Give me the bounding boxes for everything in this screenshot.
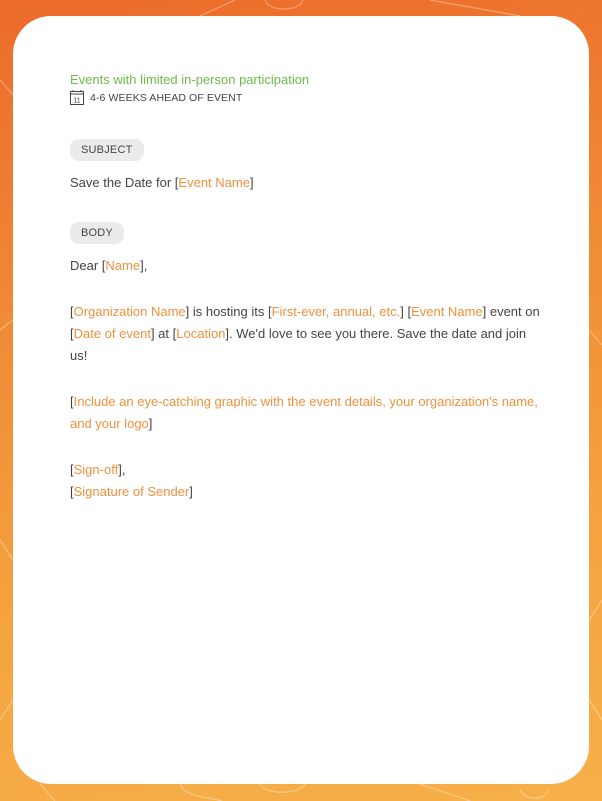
placeholder-name: Name xyxy=(105,258,141,273)
text-fragment: Dear [ xyxy=(70,258,106,273)
placeholder-location: Location xyxy=(176,326,226,341)
text-fragment: ], xyxy=(118,462,126,477)
subject-line xyxy=(70,172,540,194)
email-template-card xyxy=(13,16,589,784)
text-fragment: ] xyxy=(249,175,254,190)
text-fragment: [ xyxy=(70,304,74,319)
timing-row xyxy=(70,90,540,105)
placeholder-sign-off: Sign-off xyxy=(73,462,119,477)
text-fragment: [ xyxy=(70,462,74,477)
body-paragraph-2 xyxy=(70,391,540,435)
calendar-day: 11 xyxy=(73,97,81,105)
template-content xyxy=(70,72,540,503)
text-fragment: [ xyxy=(70,484,74,499)
text-fragment: Save the Date for [ xyxy=(70,175,179,190)
subject-label: SUBJECT xyxy=(70,139,144,161)
text-fragment: ]. We'd love to see you there. Save the date and join us! xyxy=(70,326,527,363)
placeholder-first-ever: First-ever, annual, etc. xyxy=(271,304,401,319)
placeholder-event-name: Event Name xyxy=(178,175,250,190)
placeholder-organization-name: Organization Name xyxy=(73,304,186,319)
body-label: BODY xyxy=(70,222,124,244)
text-fragment: ] at [ xyxy=(150,326,177,341)
placeholder-date-of-event: Date of event xyxy=(73,326,151,341)
body-paragraph-1 xyxy=(70,301,540,367)
text-fragment: ] xyxy=(189,484,193,499)
placeholder-event-name: Event Name xyxy=(411,304,483,319)
placeholder-signature: Signature of Sender xyxy=(73,484,190,499)
text-fragment: [ xyxy=(70,394,74,409)
text-fragment: ] event on [ xyxy=(70,304,540,341)
text-fragment: ], xyxy=(140,258,148,273)
calendar-icon xyxy=(70,90,84,105)
text-fragment: ] [ xyxy=(400,304,412,319)
placeholder-graphic-instruction: Include an eye-catching graphic with the event details, your organization's name, and your logo xyxy=(70,394,538,431)
text-fragment: ] is hosting its [ xyxy=(185,304,272,319)
signoff-block xyxy=(70,459,540,503)
timing-text: 4-6 WEEKS AHEAD OF EVENT xyxy=(90,91,243,104)
greeting-line xyxy=(70,255,540,277)
template-heading: Events with limited in-person participation xyxy=(70,72,310,87)
text-fragment: ] xyxy=(148,416,153,431)
